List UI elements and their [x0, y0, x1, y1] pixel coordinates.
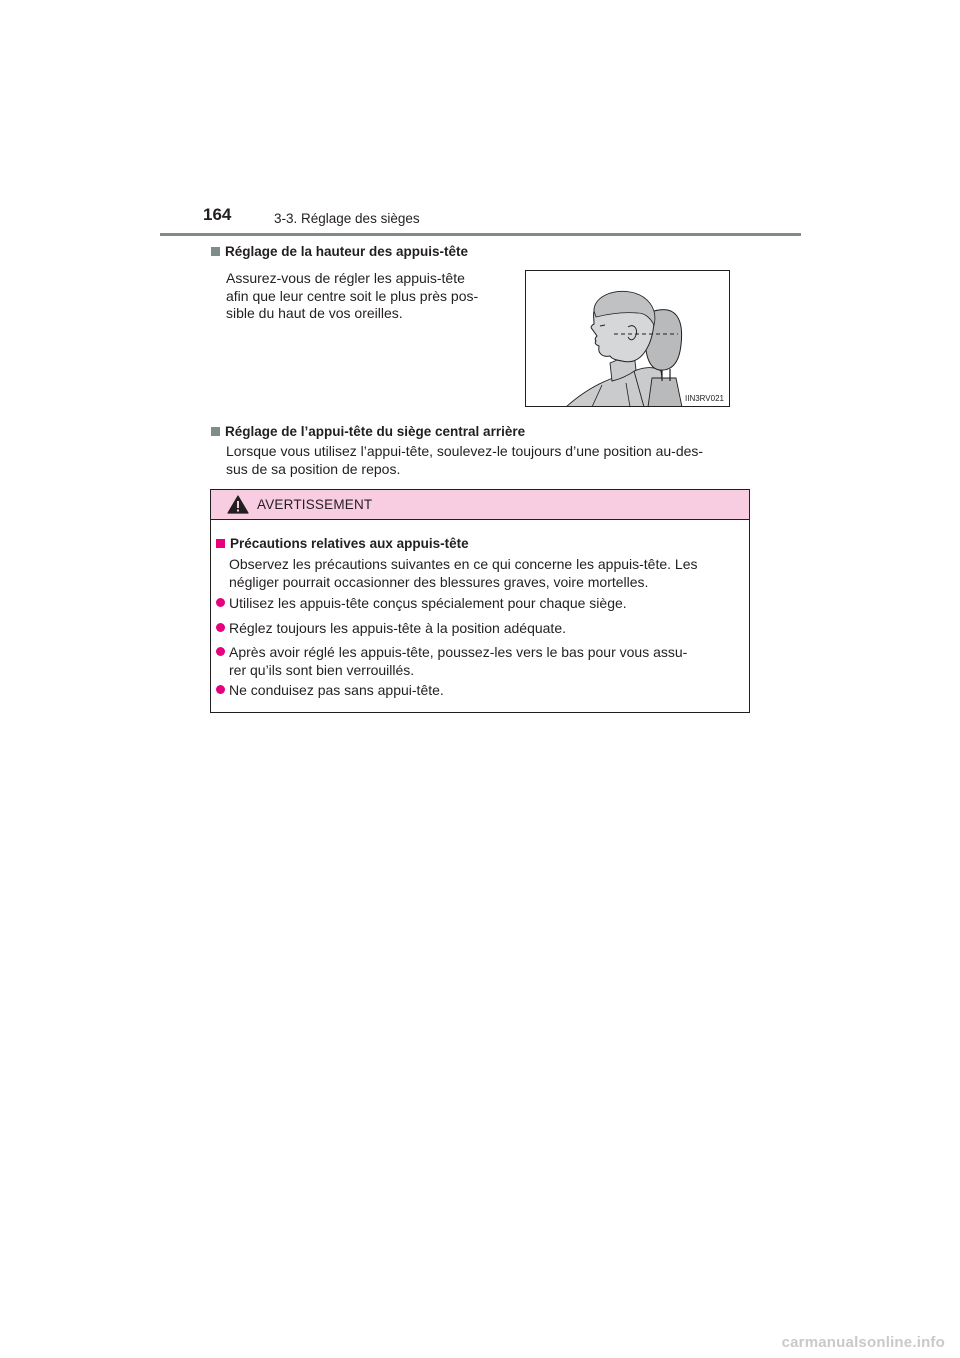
square-bullet-icon	[211, 427, 220, 436]
figure-code: IIN3RV021	[685, 394, 724, 403]
text-line: Observez les précautions suivantes en ce qui concerne les appuis-tête. Les	[229, 556, 698, 572]
warning-bullet	[216, 594, 743, 612]
round-bullet-icon	[216, 647, 225, 656]
subheading-text: Réglage de la hauteur des appuis-tête	[225, 244, 469, 259]
headrest-illustration	[525, 270, 730, 407]
warning-bullet	[216, 681, 743, 699]
watermark: carmanualsonline.info	[781, 1334, 945, 1351]
text-line: Ne conduisez pas sans appui-tête.	[229, 682, 444, 698]
round-bullet-icon	[216, 685, 225, 694]
rear-center-headrest-paragraph	[226, 443, 751, 478]
text-line: sus de sa position de repos.	[226, 460, 401, 477]
page-number: 164	[203, 205, 232, 224]
square-bullet-icon	[211, 247, 220, 256]
subheading-rear-center-headrest	[211, 424, 525, 439]
warning-title: AVERTISSEMENT	[257, 497, 373, 512]
warning-box	[210, 489, 750, 713]
square-bullet-icon	[216, 539, 225, 548]
text-line: Après avoir réglé les appuis-tête, poussez-les vers le bas pour vous assu-	[229, 644, 688, 660]
round-bullet-icon	[216, 598, 225, 607]
warning-bullet	[216, 619, 743, 637]
bullet-text	[229, 681, 743, 699]
round-bullet-icon	[216, 623, 225, 632]
warning-header	[211, 490, 749, 520]
text-line: Assurez-vous de régler les appuis-tête	[226, 270, 465, 286]
text-line: afin que leur centre soit le plus près pos-	[226, 287, 479, 304]
text-line: rer qu’ils sont bien verrouillés.	[229, 662, 415, 678]
warning-triangle-icon	[227, 495, 249, 514]
warning-subheading-text: Précautions relatives aux appuis-tête	[230, 536, 469, 551]
warning-bullet	[216, 643, 743, 679]
subheading-text: Réglage de l’appui-tête du siège central arrière	[225, 424, 526, 439]
section-title: 3-3. Réglage des sièges	[274, 211, 420, 226]
text-line: négliger pourrait occasionner des blessures graves, voire mortelles.	[229, 574, 649, 590]
text-line: Lorsque vous utilisez l’appui-tête, soulevez-le toujours d’une position au-des-	[226, 443, 704, 459]
bullet-text	[229, 643, 743, 679]
warning-intro	[229, 555, 741, 591]
headrest-height-paragraph	[226, 270, 506, 323]
header-rule	[160, 233, 801, 236]
head-and-headrest-drawing	[526, 271, 730, 407]
text-line: Utilisez les appuis-tête conçus spécialement pour chaque siège.	[229, 595, 627, 611]
bullet-text	[229, 594, 743, 612]
bullet-text	[229, 619, 743, 637]
warning-subheading	[216, 536, 469, 551]
subheading-headrest-height	[211, 244, 468, 259]
text-line: Réglez toujours les appuis-tête à la position adéquate.	[229, 620, 566, 636]
text-line: sible du haut de vos oreilles.	[226, 305, 403, 321]
